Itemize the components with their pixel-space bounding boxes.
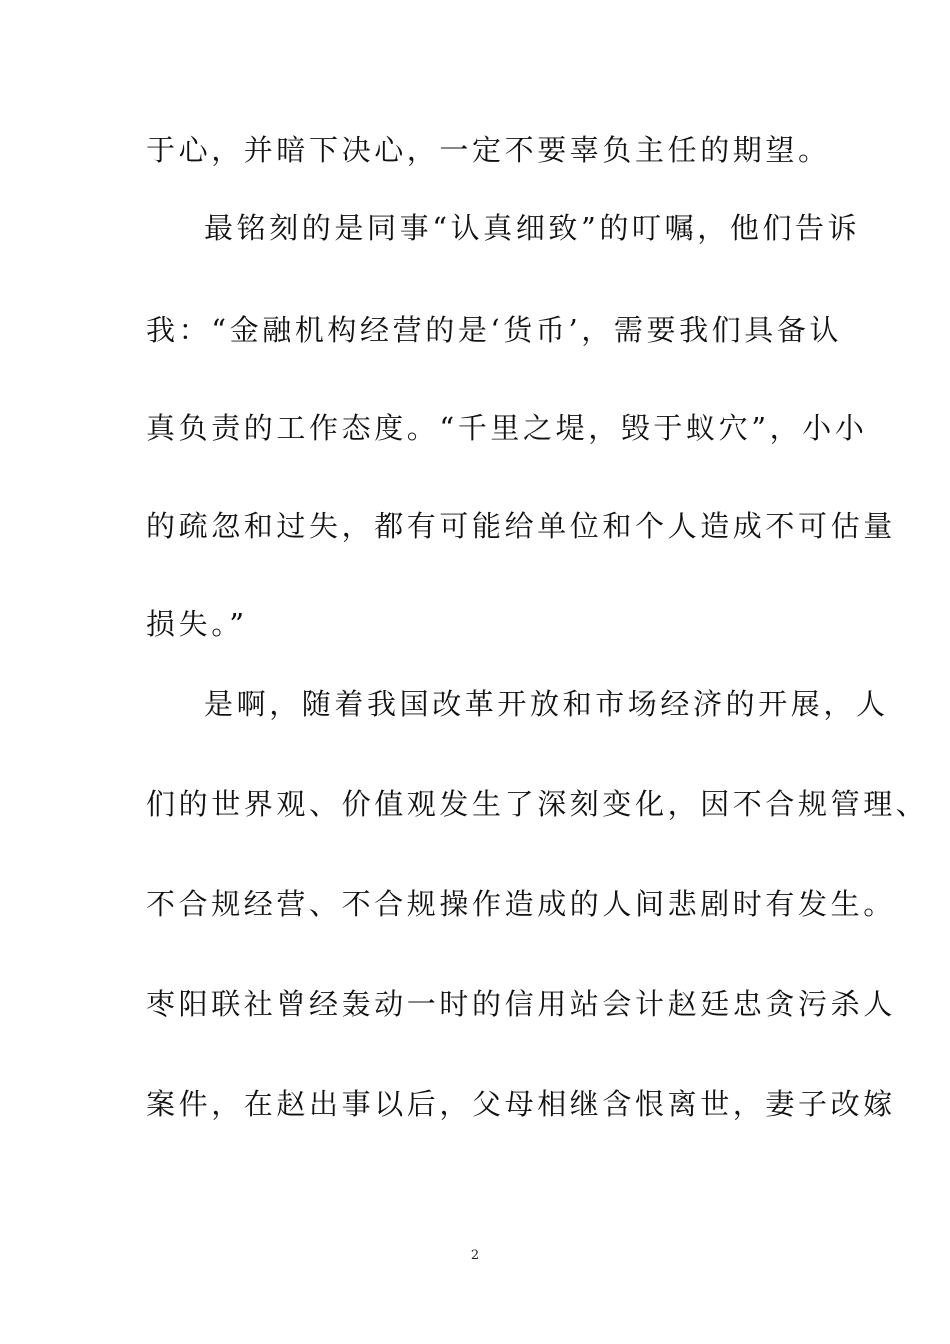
text-line: 最铭刻的是同事“认真细致”的叮嘱，他们告诉 <box>204 211 861 245</box>
text-line: 枣阳联社曾经轰动一时的信用站会计赵廷忠贪污杀人 <box>146 987 896 1021</box>
text-line: 们的世界观、价值观发生了深刻变化，因不合规管理、 <box>146 787 929 821</box>
text-line: 案件，在赵出事以后，父母相继含恨离世，妻子改嫁 <box>146 1087 896 1121</box>
text-line: 于心，并暗下决心，一定不要辜负主任的期望。 <box>146 133 831 167</box>
text-line: 不合规经营、不合规操作造成的人间悲剧时有发生。 <box>146 887 896 921</box>
text-line: 我：“金融机构经营的是‘货币’，需要我们具备认 <box>146 313 843 347</box>
page-number: 2 <box>470 1248 480 1263</box>
text-line: 的疏忽和过失，都有可能给单位和个人造成不可估量 <box>146 509 896 543</box>
text-line: 损失。” <box>146 607 248 641</box>
text-line: 真负责的工作态度。“千里之堤，毁于蚁穴”，小小 <box>146 411 868 445</box>
text-line: 是啊，随着我国改革开放和市场经济的开展，人 <box>204 687 889 721</box>
